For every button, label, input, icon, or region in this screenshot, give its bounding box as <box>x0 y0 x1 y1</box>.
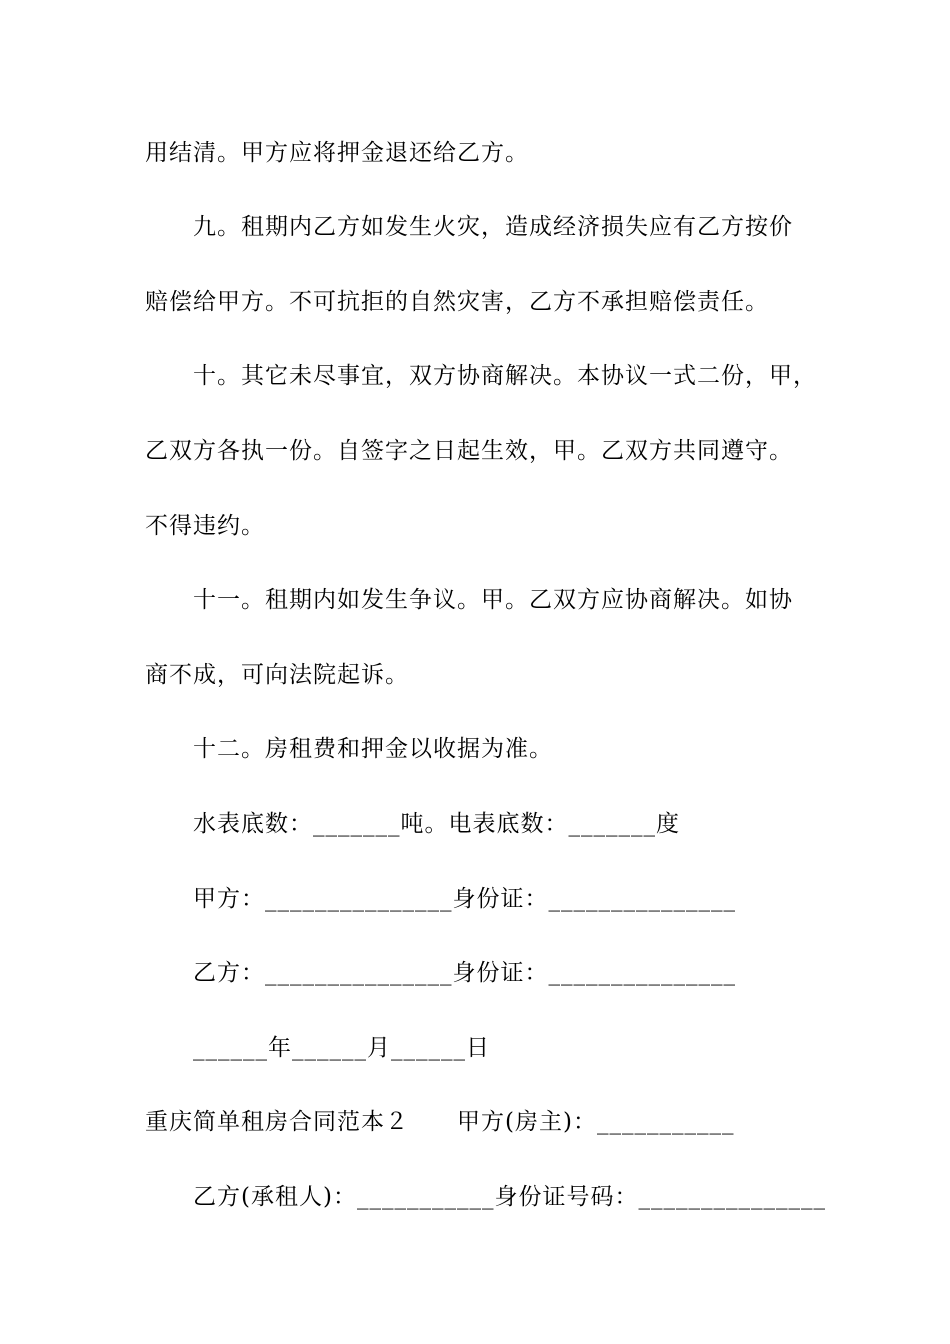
tenant-line: 乙方(承租人)：___________身份证号码：_______________ <box>193 1184 826 1210</box>
paragraph-line: 不得违约。 <box>145 513 265 539</box>
clause-nine-line: 九。租期内乙方如发生火灾，造成经济损失应有乙方按价 <box>193 214 793 240</box>
clause-ten-line: 十。其它未尽事宜，双方协商解决。本协议一式二份，甲， <box>193 363 817 389</box>
party-b-signature-line: 乙方：_______________身份证：_______________ <box>193 960 736 986</box>
paragraph-line: 乙双方各执一份。自签字之日起生效，甲。乙双方共同遵守。 <box>145 438 793 464</box>
paragraph-line: 赔偿给甲方。不可抗拒的自然灾害，乙方不承担赔偿责任。 <box>145 289 769 315</box>
contract-heading-line: 重庆简单租房合同范本２ 甲方(房主)：___________ <box>145 1109 735 1135</box>
clause-eleven-line: 十一。租期内如发生争议。甲。乙双方应协商解决。如协 <box>193 587 793 613</box>
paragraph-line: 用结清。甲方应将押金退还给乙方。 <box>145 140 529 166</box>
paragraph-line: 商不成，可向法院起诉。 <box>145 662 409 688</box>
date-line: ______年______月______日 <box>193 1035 490 1061</box>
clause-twelve-line: 十二。房租费和押金以收据为准。 <box>193 736 553 762</box>
party-a-signature-line: 甲方：_______________身份证：_______________ <box>193 886 736 912</box>
meter-readings-line: 水表底数：_______吨。电表底数：_______度 <box>193 811 680 837</box>
